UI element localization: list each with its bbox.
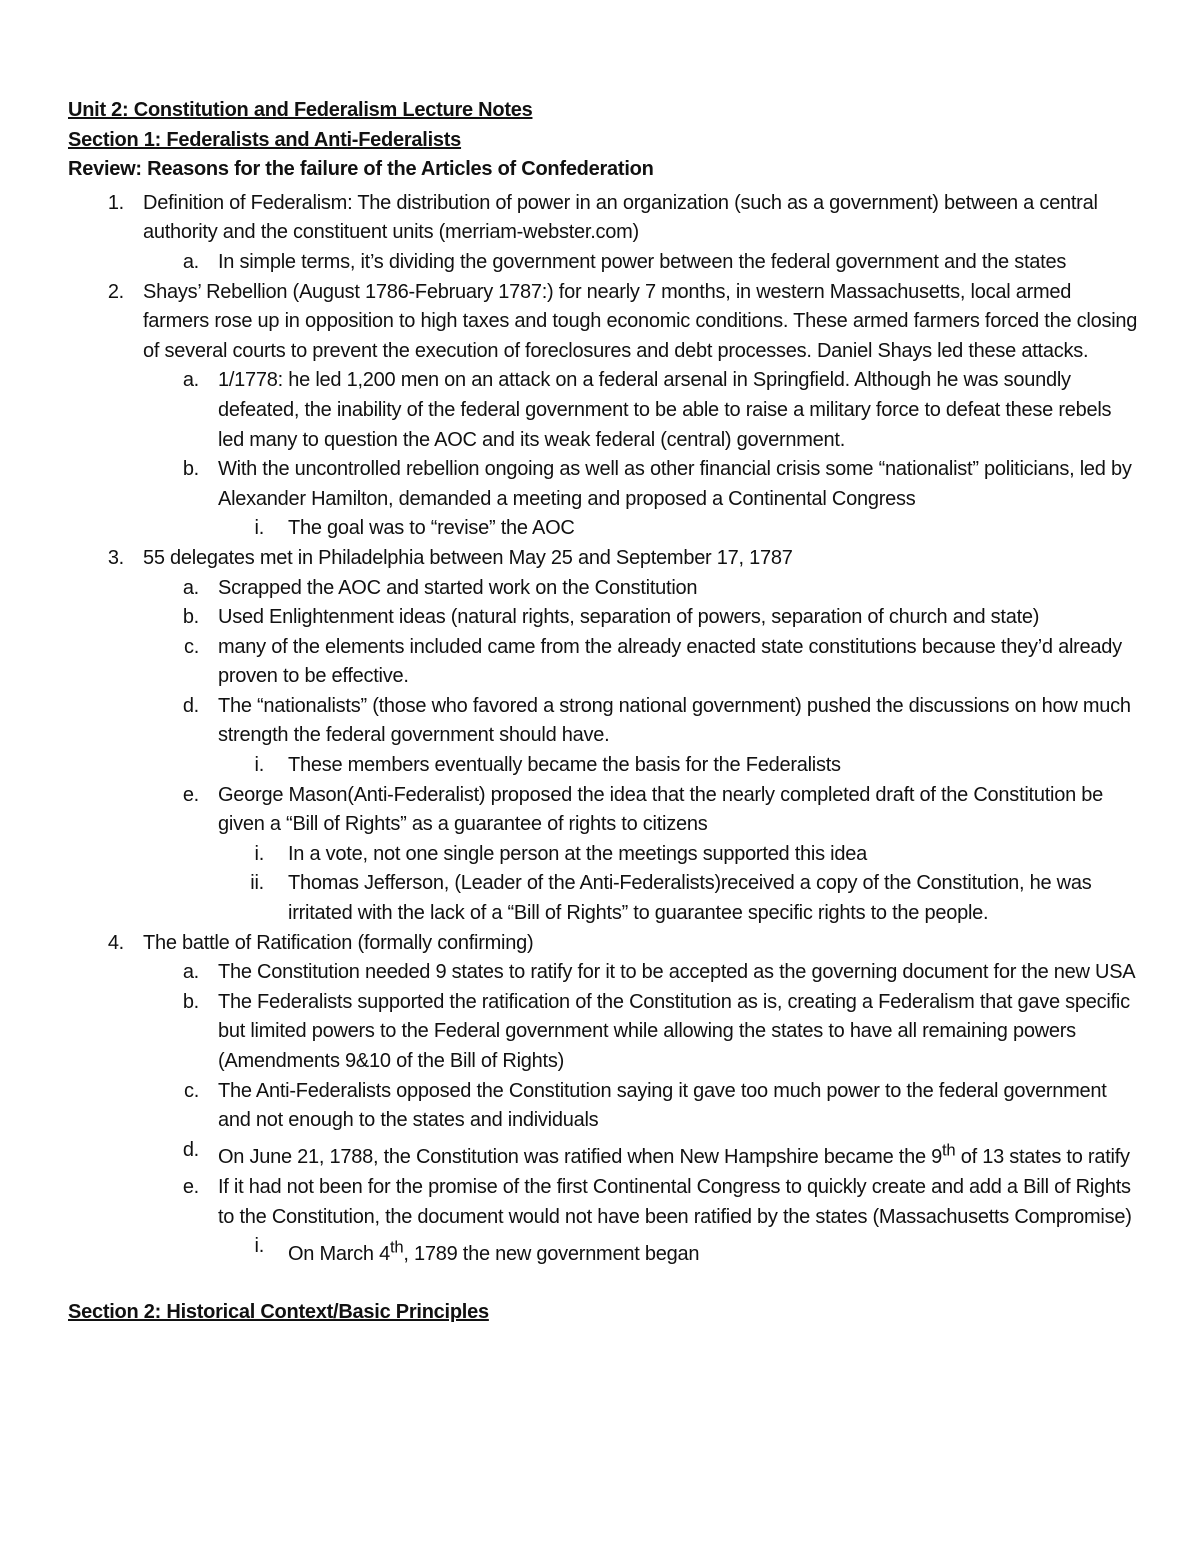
sub-item — [143, 781, 1138, 929]
sub-item-text — [218, 1140, 1130, 1169]
sub-item-marker: a. — [182, 369, 199, 392]
sub-sub-item — [218, 751, 1138, 781]
sub-item-marker: e. — [182, 783, 199, 806]
sub-list — [143, 958, 1138, 1269]
sub-sub-item-text: In a vote, not one single person at the meetings supported this idea — [288, 842, 867, 865]
sub-item-marker: c. — [183, 1079, 199, 1102]
item-text: 55 delegates met in Philadelphia between May 25 and September 17, 1787 — [143, 546, 793, 569]
sub-sub-item-text: The goal was to “revise” the AOC — [288, 517, 575, 540]
item-text: Definition of Federalism: The distribution of power in an organization (such as a government) between a central authority and the constituent units (merriam-webster.com) — [143, 191, 1098, 244]
item-marker: 3. — [107, 546, 124, 569]
sub-sub-item-marker: i. — [254, 1235, 264, 1258]
sub-item-marker: a. — [182, 250, 199, 273]
sub-item — [143, 455, 1138, 544]
sub-item-marker: c. — [183, 635, 199, 658]
sub-item-text: Scrapped the AOC and started work on the Constitution — [218, 576, 698, 599]
sub-item — [143, 1173, 1138, 1269]
item-marker: 4. — [107, 931, 124, 954]
text-after-superscript: , 1789 the new government began — [403, 1242, 700, 1265]
sub-sub-list — [218, 1232, 1138, 1269]
sub-sub-item-text: These members eventually became the basis for the Federalists — [288, 754, 841, 777]
sub-item-text: With the uncontrolled rebellion ongoing as well as other financial crisis some “nationalist” politicians, led by Alexander Hamilton, demanded a meeting and proposed a Continental Congress — [218, 458, 1132, 510]
sub-item-marker: d. — [182, 694, 199, 717]
sub-item-text: If it had not been for the promise of the first Continental Congress to quickly create and add a Bill of Rights to the Constitution, the document would not have been ratified by the states (Massachusetts Compromise) — [218, 1176, 1132, 1228]
sub-item-marker: b. — [182, 990, 199, 1013]
sub-item-text: Used Enlightenment ideas (natural rights, separation of powers, separation of church and state) — [218, 606, 1040, 629]
sub-item — [143, 1077, 1138, 1136]
sub-sub-item — [218, 869, 1138, 928]
sub-item-text: George Mason(Anti-Federalist) proposed the idea that the nearly completed draft of the Constitution be given a “Bill of Rights” as a guarantee of rights to citizens — [218, 783, 1104, 836]
sub-list — [143, 366, 1138, 544]
document-title: Unit 2: Constitution and Federalism Lecture Notes — [68, 99, 533, 121]
sub-sub-item-marker: ii. — [250, 872, 264, 895]
sub-sub-item-marker: i. — [254, 517, 264, 540]
item-text: Shays’ Rebellion (August 1786-February 1787:) for nearly 7 months, in western Massachusetts, local armed farmers rose up in opposition to high taxes and tough economic conditions. These armed farmers forced the closing of several courts to prevent the execution of foreclosures and debt processes. Daniel Shays led these attacks. — [143, 280, 1138, 362]
sub-item-marker: a. — [182, 576, 199, 599]
sub-item — [143, 692, 1138, 781]
sub-sub-list — [218, 751, 1138, 781]
sub-sub-item — [218, 840, 1138, 870]
sub-item-text: The Anti-Federalists opposed the Constitution saying it gave too much power to the federal government and not enough to the states and individuals — [218, 1079, 1107, 1132]
outline-item-1 — [68, 189, 1138, 278]
item-marker: 1. — [107, 191, 124, 214]
sub-list — [143, 574, 1138, 929]
sub-sub-item — [218, 514, 1138, 544]
ordinal-superscript: th — [942, 1140, 956, 1160]
sub-sub-item-marker: i. — [254, 842, 264, 865]
sub-item — [143, 958, 1138, 988]
sub-item — [143, 1136, 1138, 1173]
section-1-heading: Section 1: Federalists and Anti-Federalists — [68, 128, 462, 151]
sub-sub-item — [218, 1232, 1138, 1269]
sub-item — [143, 603, 1138, 633]
sub-item-text: In simple terms, it’s dividing the government power between the federal government and the states — [218, 250, 1067, 273]
sub-sub-item-text: Thomas Jefferson, (Leader of the Anti-Federalists)received a copy of the Constitution, he was irritated with the lack of a “Bill of Rights” to guarantee specific rights to the people. — [288, 872, 1092, 925]
text-before-superscript: On March 4 — [288, 1242, 390, 1265]
sub-item — [143, 988, 1138, 1077]
sub-item-text: 1/1778: he led 1,200 men on an attack on a federal arsenal in Springfield. Although he was soundly defeated, the inability of the federal government to be able to raise a military force to defeat these rebels led many to question the AOC and its weak federal (central) government. — [218, 369, 1112, 451]
sub-sub-list — [218, 840, 1138, 929]
sub-item — [143, 366, 1138, 455]
review-heading: Review: Reasons for the failure of the Articles of Confederation — [68, 158, 654, 181]
sub-item — [143, 248, 1138, 278]
sub-item-text: The Federalists supported the ratification of the Constitution as is, creating a Federalism that gave specific but limited powers to the Federal government while allowing the states to have all remaining powers (Amendments 9&10 of the Bill of Rights) — [218, 990, 1130, 1072]
item-text: The battle of Ratification (formally confirming) — [143, 931, 534, 954]
sub-item-marker: b. — [182, 606, 199, 629]
sub-item-marker: e. — [182, 1176, 199, 1199]
outline-item-4 — [68, 929, 1138, 1270]
sub-item-text: The Constitution needed 9 states to ratify for it to be accepted as the governing document for the new USA — [218, 961, 1136, 984]
sub-item — [143, 633, 1138, 692]
sub-item-marker: b. — [182, 458, 199, 481]
outline-item-2 — [68, 278, 1138, 544]
outline-list — [68, 189, 1138, 1270]
sub-item-marker: a. — [182, 961, 199, 984]
sub-sub-list — [218, 514, 1138, 544]
sub-item-marker: d. — [182, 1138, 199, 1161]
section-2-heading: Section 2: Historical Context/Basic Principles — [68, 1301, 489, 1324]
item-marker: 2. — [107, 280, 124, 303]
sub-item-text: many of the elements included came from the already enacted state constitutions because they’d already proven to be effective. — [218, 635, 1122, 688]
text-after-superscript: of 13 states to ratify — [955, 1146, 1130, 1169]
sub-sub-item-marker: i. — [254, 754, 264, 777]
sub-sub-item-text — [288, 1237, 700, 1265]
document-page — [68, 96, 1138, 1328]
sub-list — [143, 248, 1138, 278]
text-before-superscript: On June 21, 1788, the Constitution was ratified when New Hampshire became the 9 — [218, 1146, 942, 1169]
outline-item-3 — [68, 544, 1138, 929]
ordinal-superscript: th — [389, 1237, 404, 1257]
sub-item-text: The “nationalists” (those who favored a strong national government) pushed the discussions on how much strength the federal government should have. — [218, 694, 1131, 747]
sub-item — [143, 574, 1138, 604]
